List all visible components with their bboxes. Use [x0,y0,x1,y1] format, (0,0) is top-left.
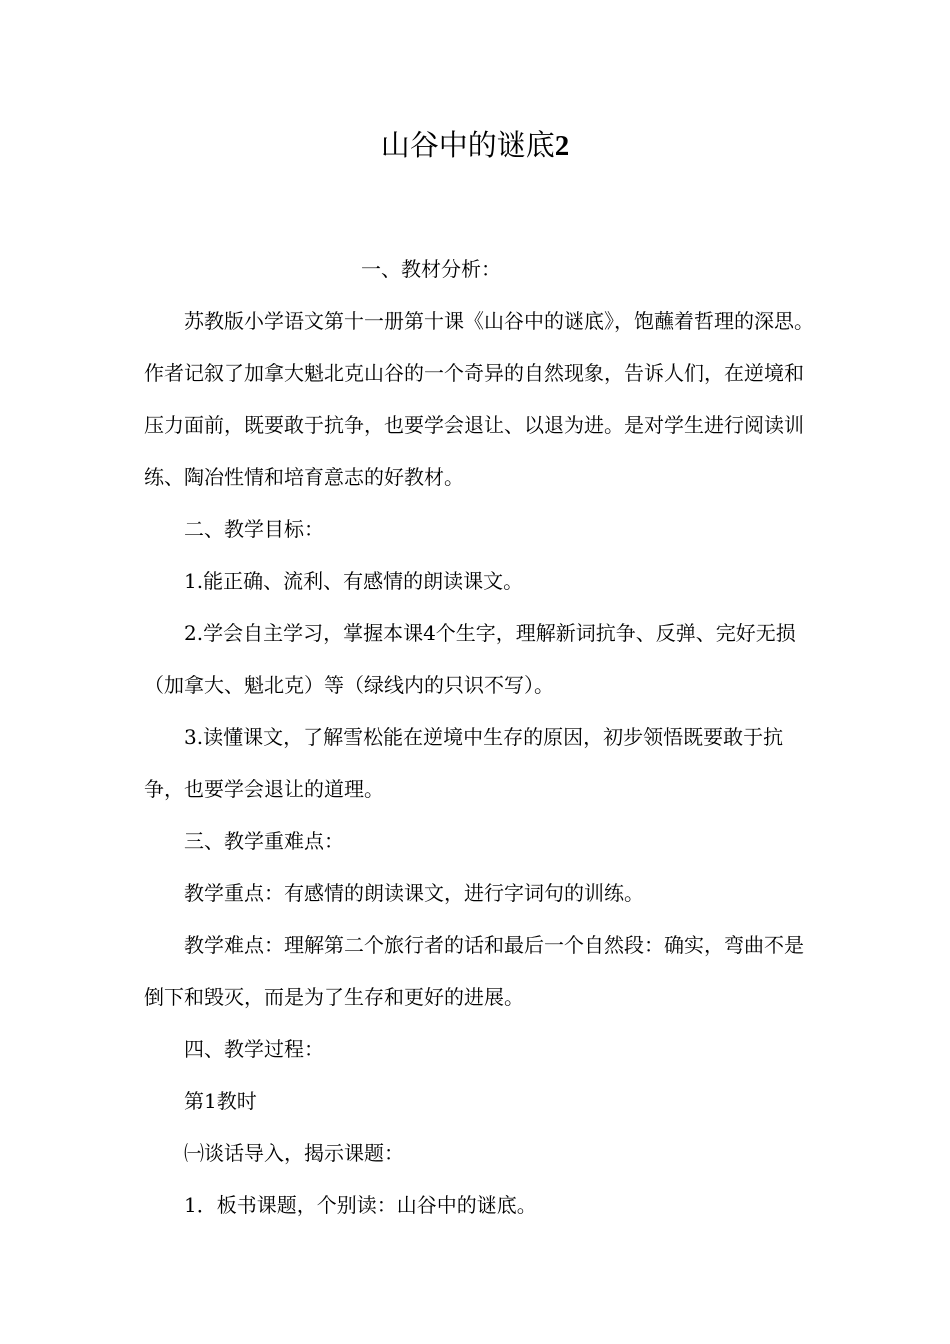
lesson-period-label: 第1教时 [184,1089,257,1113]
document-body [144,243,814,1231]
step-heading-introduction: ㈠谈话导入，揭示课题： [184,1141,404,1165]
paragraph-material-analysis: 苏教版小学语文第十一册第十课《山谷中的谜底》，饱蘸着哲理的深思。作者记叙了加拿大魁北克山谷的一个奇异的自然现象，告诉人们，在逆境和压力面前，既要敢于抗争，也要学会退让、以退为进。是对学生进行阅读训练、陶冶性情和培育意志的好教材。 [144,309,814,489]
goal-item-3: 3.读懂课文，了解雪松能在逆境中生存的原因，初步领悟既要敢于抗争，也要学会退让的道理。 [144,725,784,801]
step-item-1: 1．板书课题，个别读：山谷中的谜底。 [184,1193,537,1217]
section-heading-teaching-process: 四、教学过程： [184,1037,324,1061]
section-heading-teaching-material: 一、教材分析： [361,257,501,281]
document-title [0,122,950,169]
goal-item-1: 1.能正确、流利、有感情的朗读课文。 [184,569,524,593]
key-point-difficulty: 教学难点：理解第二个旅行者的话和最后一个自然段：确实，弯曲不是倒下和毁灭，而是为了生存和更好的进展。 [144,933,804,1009]
goal-item-2: 2.学会自主学习，掌握本课4个生字，理解新词抗争、反弹、完好无损（加拿大、魁北克）等（绿线内的只识不写）。 [144,621,796,697]
title-text: 山谷中的谜底 [380,128,555,162]
key-point-focus: 教学重点：有感情的朗读课文，进行字词句的训练。 [184,881,644,905]
title-number: 2 [554,130,570,162]
section-heading-teaching-goals: 二、教学目标： [184,517,324,541]
section-heading-key-points: 三、教学重难点： [184,829,344,853]
